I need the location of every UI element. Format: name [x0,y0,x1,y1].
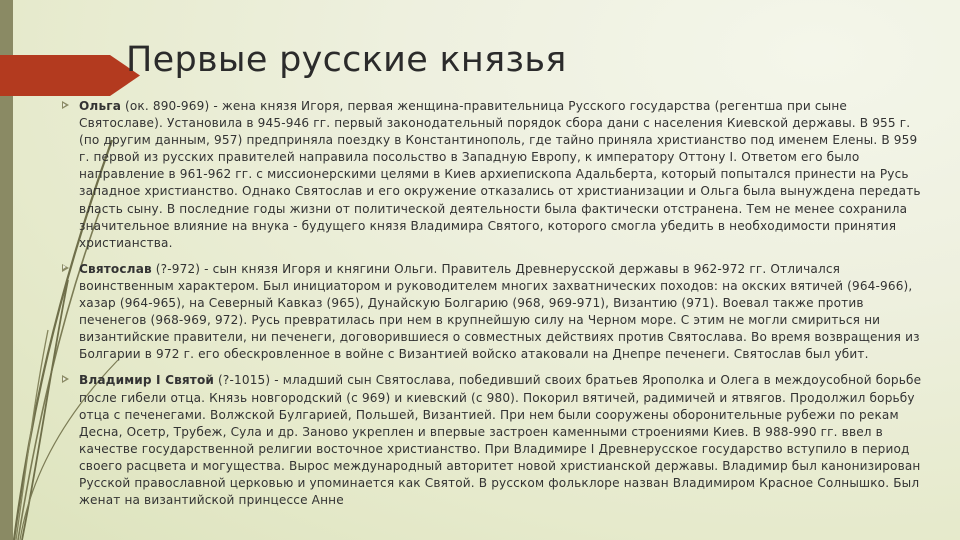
person-name: Святослав [79,261,152,276]
person-name: Владимир I Святой [79,373,215,388]
bullet-icon [62,101,69,109]
page-title: Первые русские князья [126,40,567,80]
person-description: (?-972) - сын князя Игоря и княгини Ольги. Правитель Древнерусской державы в 962-972 гг. Отличался воинственным характером. Был инициатором и руководителем многих захватнических походов: на окских вятичей (964-966), хазар (964-965), на Северный Кавказ (965), Дунайскую Болгарию (968, 969-971), Византию (971). Воевал также против печенегов (968-969, 972). Русь превратилась при нем в крупнейшую силу на Черном море. С этим не могли смириться ни византийские правители, ни печенеги, договорившиеся о совместных действиях против Святослава. Во время возвращения из Болгарии в 972 г. его обескровленное в войне с Византией войско атаковали на Днепре печенеги. Святослав был убит. [79,261,920,362]
person-name: Ольга [79,99,122,113]
list-item-svyatoslav [62,261,922,364]
bullet-icon [62,264,69,272]
list-item-olga [62,98,922,252]
content-list [62,98,922,518]
person-description: (?-1015) - младший сын Святослава, победивший своих братьев Ярополка и Олега в междоусобной борьбе после гибели отца. Князь новгородский (с 969) и киевский (с 980). Покорил вятичей, радимичей и ятвягов. Продолжил борьбу отца с печенегами. Волжской Булгарией, Польшей, Византией. При нем были сооружены оборонительные рубежи по рекам Десна, Осетр, Трубеж, Сула и др. Заново укреплен и впервые застроен каменными строениями Киев. В 988-990 гг. ввел в качестве государственной религии восточное христианство. При Владимире I Древнерусское государство вступило в период своего расцвета и могущества. Вырос международный авторитет новой христианской державы. Владимир был канонизирован Русской православной церковью и упоминается как Святой. В русском фольклоре назван Владимиром Красное Солнышко. Был женат на византийской принцессе Анне [79,373,922,508]
bullet-icon [62,375,69,383]
title-accent-tab [0,55,140,96]
list-item-vladimir [62,372,922,509]
person-description: (ок. 890-969) - жена князя Игоря, первая женщина-правительница Русского государства (регентша при сыне Святославе). Установила в 945-946 гг. первый законодательный порядок сбора дани с населения Киевской державы. В 955 г. (по другим данным, 957) предприняла поездку в Константинополь, где тайно приняла христианство под именем Елены. В 959 г. первой из русских правителей направила посольство в Западную Европу, к императору Оттону I. Ответом его было направление в 961-962 гг. с миссионерскими целями в Киев архиепископа Адальберта, который попытался принести на Русь западное христианство. Однако Святослав и его окружение отказались от христианизации и Ольга была вынуждена передать власть сыну. В последние годы жизни от политической деятельности была фактически отстранена. Тем не менее сохранила значительное влияние на внука - будущего князя Владимира Святого, которого смогла убедить в необходимости принятия христианства. [79,99,921,250]
